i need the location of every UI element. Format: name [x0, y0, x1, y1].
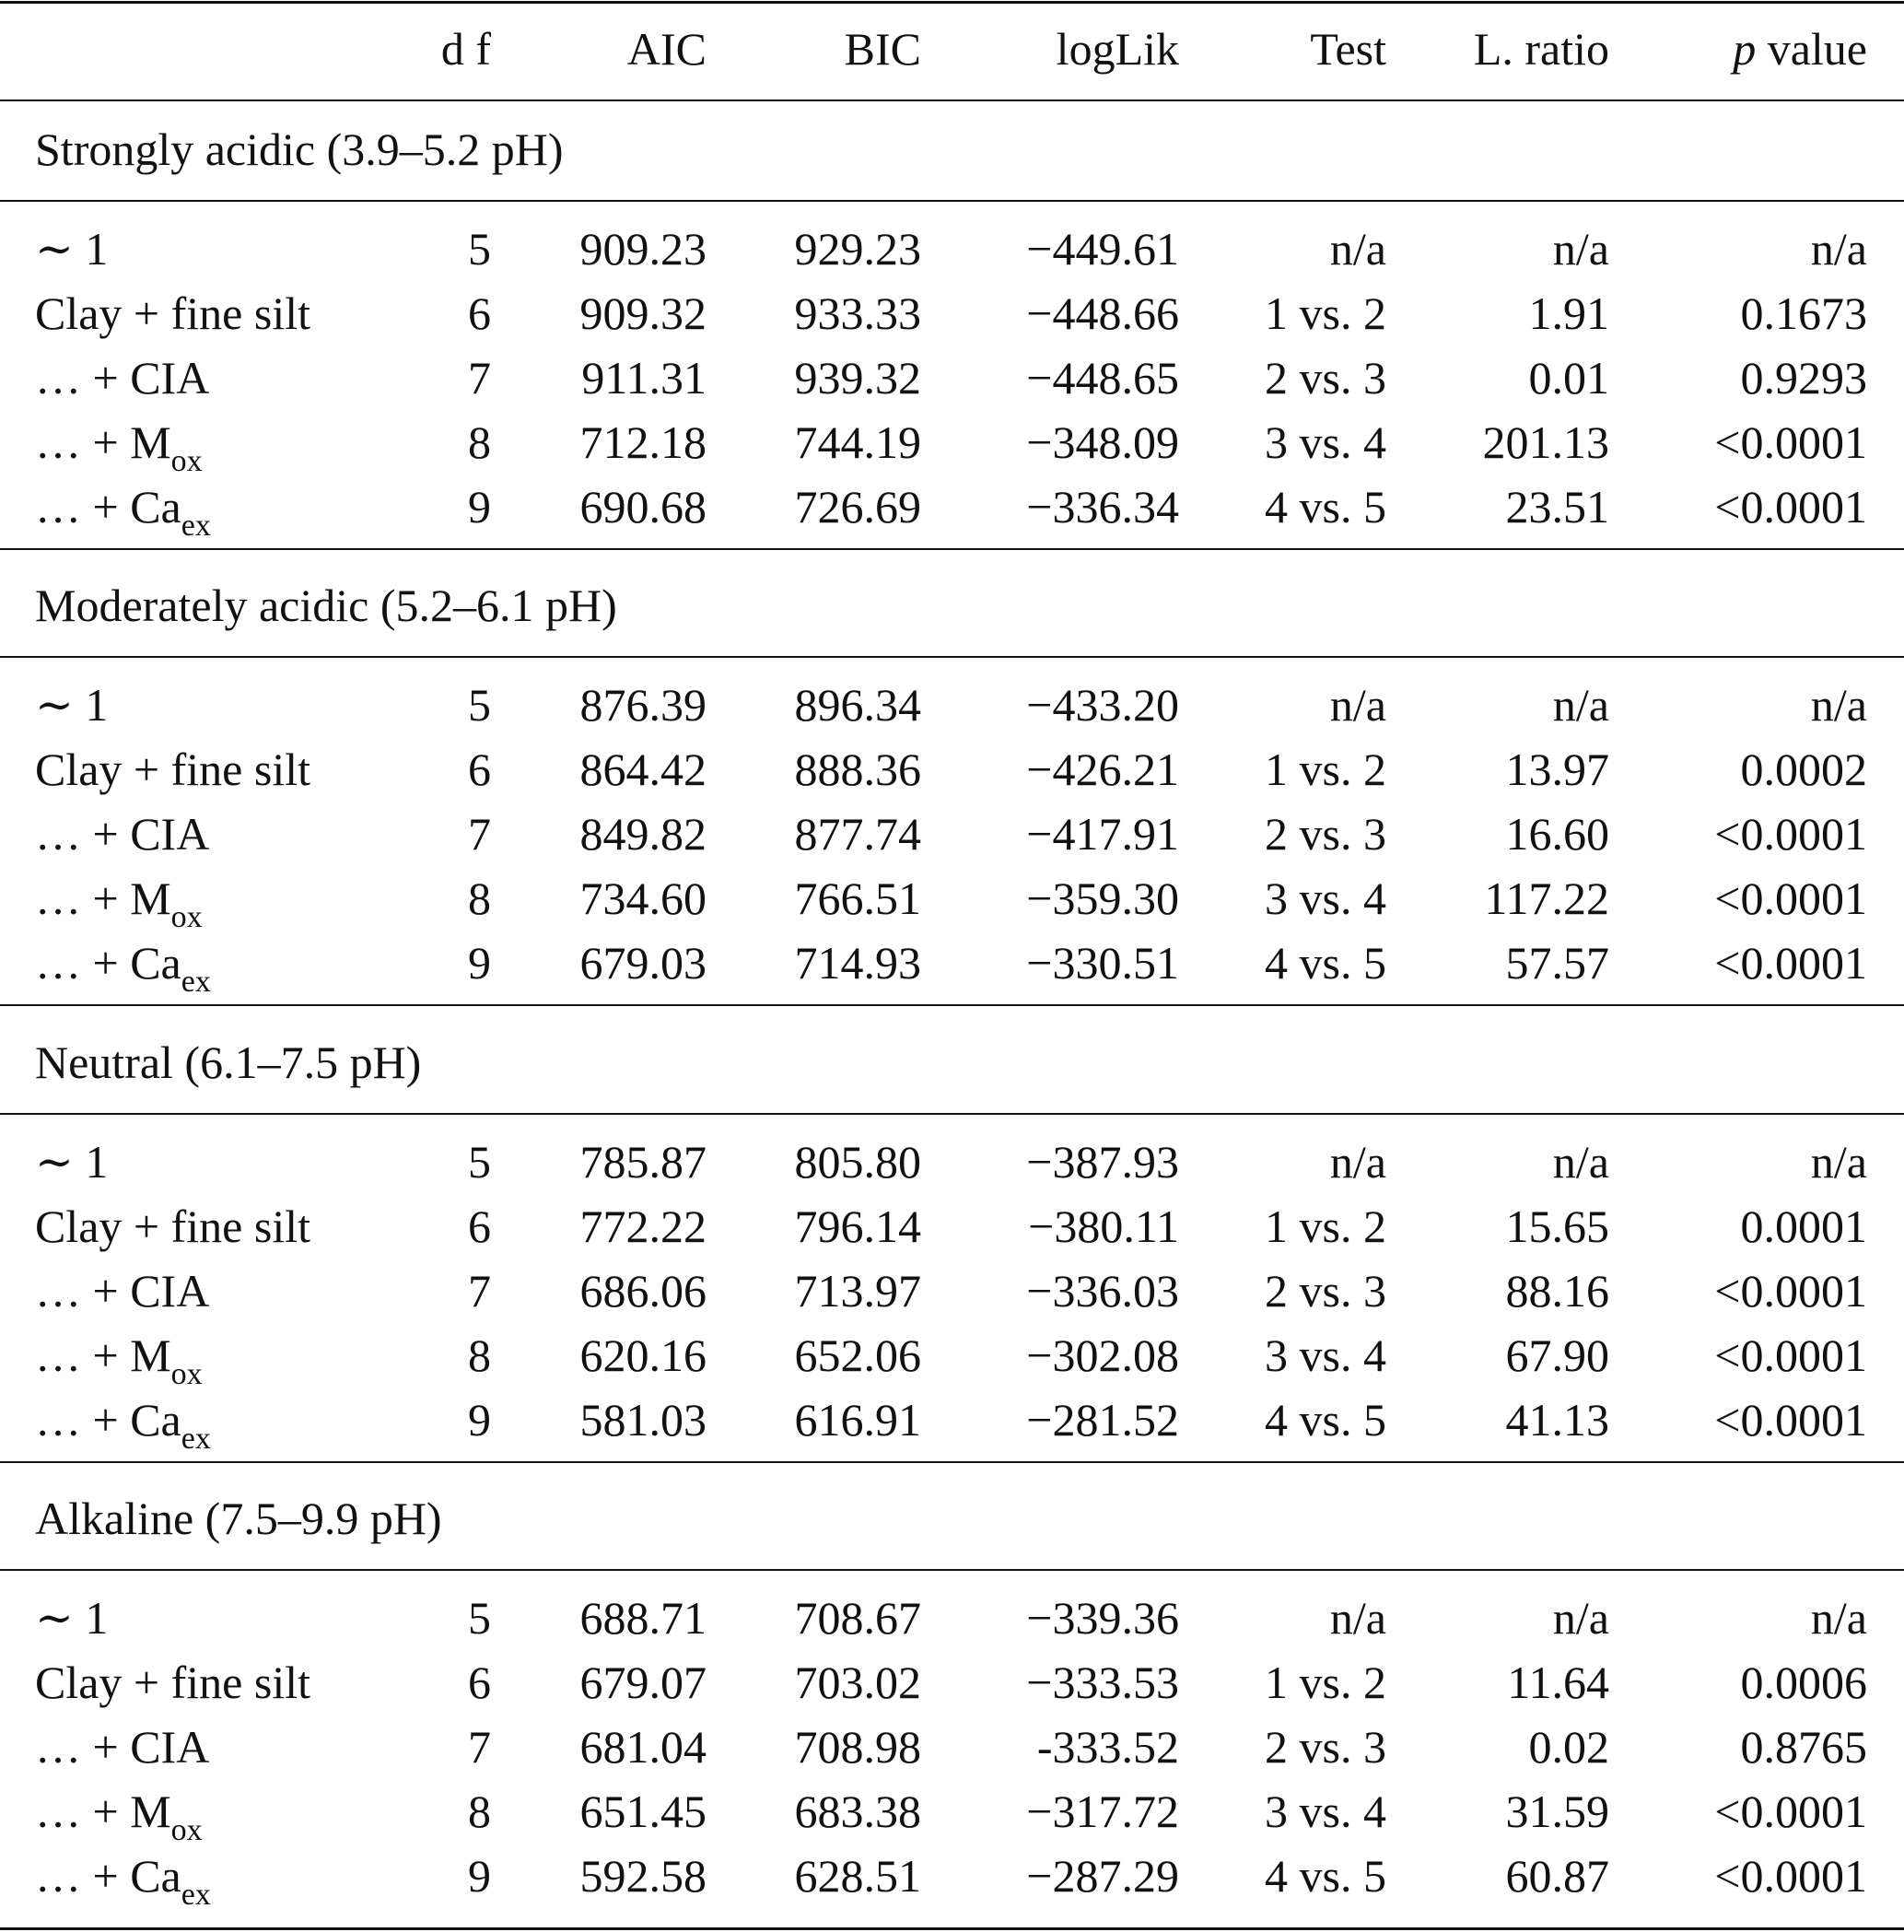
- model-null: [35, 217, 108, 281]
- loglik-cell: −287.29: [1026, 1850, 1179, 1902]
- model-label: … + CIA: [35, 1721, 210, 1773]
- loglik-cell: −448.66: [1026, 287, 1179, 339]
- p-value-cell: <0.0001: [1714, 1394, 1867, 1446]
- loglik-cell: −336.34: [1026, 481, 1179, 533]
- model-label: Clay + fine silt: [35, 744, 310, 795]
- p-value-cell: n/a: [1810, 223, 1867, 275]
- test-cell: 1 vs. 2: [1265, 744, 1386, 795]
- bic-cell: 744.19: [794, 416, 921, 468]
- model-plus-cia: [35, 345, 209, 410]
- df-cell: 8: [468, 1329, 491, 1381]
- lratio-cell: n/a: [1552, 1592, 1609, 1644]
- header-test: Test: [1310, 23, 1386, 75]
- test-cell: 2 vs. 3: [1265, 1721, 1386, 1773]
- model-label: … + M: [35, 872, 171, 924]
- p-value-cell: <0.0001: [1714, 808, 1867, 860]
- bic-cell: 628.51: [794, 1850, 921, 1902]
- aic-cell: 864.42: [579, 744, 707, 795]
- bic-cell: 708.98: [794, 1721, 921, 1773]
- table-row: [0, 281, 1904, 345]
- bic-cell: 652.06: [794, 1329, 921, 1381]
- model-subscript: ox: [170, 1813, 203, 1847]
- loglik-cell: −359.30: [1026, 872, 1179, 924]
- model-label: Clay + fine silt: [35, 1657, 310, 1708]
- df-cell: 7: [468, 808, 491, 860]
- p-value-cell: <0.0001: [1714, 416, 1867, 468]
- p-value-cell: n/a: [1810, 679, 1867, 731]
- aic-cell: 712.18: [579, 416, 707, 468]
- df-cell: 8: [468, 416, 491, 468]
- bic-cell: 616.91: [794, 1394, 921, 1446]
- lratio-cell: 0.02: [1528, 1721, 1609, 1773]
- model-label: … + M: [35, 416, 171, 468]
- loglik-cell: −433.20: [1026, 679, 1179, 731]
- section-rule: [0, 656, 1904, 658]
- lratio-cell: 13.97: [1505, 744, 1609, 795]
- lratio-cell: 15.65: [1505, 1200, 1609, 1252]
- aic-cell: 688.71: [579, 1592, 707, 1644]
- loglik-cell: -333.52: [1036, 1721, 1179, 1773]
- df-cell: 5: [468, 1592, 491, 1644]
- df-cell: 7: [468, 1721, 491, 1773]
- bic-cell: 939.32: [794, 352, 921, 404]
- loglik-cell: −417.91: [1026, 808, 1179, 860]
- loglik-cell: −336.03: [1026, 1265, 1179, 1317]
- df-cell: 9: [468, 1850, 491, 1902]
- lratio-cell: n/a: [1552, 679, 1609, 731]
- test-cell: 3 vs. 4: [1265, 872, 1386, 924]
- model-label: … + Ca: [35, 937, 181, 989]
- lratio-cell: 11.64: [1507, 1657, 1609, 1708]
- p-value-cell: n/a: [1810, 1592, 1867, 1644]
- p-value-cell: 0.0002: [1740, 744, 1867, 795]
- table-row: [0, 802, 1904, 866]
- p-value-cell: n/a: [1810, 1136, 1867, 1188]
- loglik-cell: −380.11: [1028, 1200, 1179, 1252]
- section-separator-rule: [0, 1004, 1904, 1006]
- bic-cell: 714.93: [794, 937, 921, 989]
- table-row: [0, 866, 1904, 934]
- section-title: Neutral (6.1–7.5 pH): [35, 1036, 422, 1088]
- model-label: ∼ 1: [35, 679, 109, 731]
- aic-cell: 849.82: [579, 808, 707, 860]
- bic-cell: 683.38: [794, 1786, 921, 1837]
- p-value-cell: <0.0001: [1714, 1329, 1867, 1381]
- p-value-cell: 0.1673: [1740, 287, 1867, 339]
- aic-cell: 911.31: [581, 352, 707, 404]
- p-value-cell: <0.0001: [1714, 1265, 1867, 1317]
- p-value-cell: 0.9293: [1740, 352, 1867, 404]
- test-cell: 4 vs. 5: [1265, 1850, 1386, 1902]
- section-rule: [0, 1113, 1904, 1115]
- test-cell: 3 vs. 4: [1265, 1786, 1386, 1837]
- loglik-cell: −426.21: [1026, 744, 1179, 795]
- header-df: d f: [440, 23, 491, 75]
- header-p-value: [1621, 17, 1867, 81]
- lratio-cell: 117.22: [1484, 872, 1609, 924]
- aic-cell: 734.60: [579, 872, 707, 924]
- header-bic: BIC: [844, 23, 921, 75]
- lratio-cell: 88.16: [1505, 1265, 1609, 1317]
- model-plus-mox: [35, 1323, 203, 1391]
- df-cell: 6: [468, 1200, 491, 1252]
- bic-cell: 877.74: [794, 808, 921, 860]
- lratio-cell: 41.13: [1505, 1394, 1609, 1446]
- test-cell: 3 vs. 4: [1265, 1329, 1386, 1381]
- lratio-cell: 31.59: [1505, 1786, 1609, 1837]
- bic-cell: 929.23: [794, 223, 921, 275]
- model-plus-caex: [35, 1844, 211, 1912]
- model-label: … + M: [35, 1786, 171, 1837]
- model-plus-cia: [35, 1715, 209, 1779]
- section-title-row: [0, 573, 1904, 638]
- model-plus-caex: [35, 1388, 211, 1456]
- model-clay-fine-silt: [35, 1194, 310, 1259]
- model-plus-mox: [35, 866, 203, 934]
- aic-cell: 651.45: [579, 1786, 707, 1837]
- bic-cell: 766.51: [794, 872, 921, 924]
- test-cell: 2 vs. 3: [1265, 352, 1386, 404]
- aic-cell: 785.87: [579, 1136, 707, 1188]
- test-cell: 4 vs. 5: [1265, 937, 1386, 989]
- model-label: … + M: [35, 1329, 171, 1381]
- aic-cell: 909.23: [579, 223, 707, 275]
- model-clay-fine-silt: [35, 737, 310, 802]
- test-cell: n/a: [1329, 223, 1386, 275]
- p-value-cell: 0.8765: [1740, 1721, 1867, 1773]
- model-null: [35, 673, 108, 737]
- section-separator-rule: [0, 1461, 1904, 1463]
- p-value-cell: <0.0001: [1714, 937, 1867, 989]
- df-cell: 9: [468, 1394, 491, 1446]
- table-row: [0, 1586, 1904, 1650]
- model-label: … + Ca: [35, 1850, 181, 1902]
- bic-cell: 888.36: [794, 744, 921, 795]
- loglik-cell: −448.65: [1026, 352, 1179, 404]
- lratio-cell: n/a: [1552, 1136, 1609, 1188]
- table-row: [0, 1715, 1904, 1779]
- model-subscript: ox: [170, 1357, 203, 1391]
- lratio-cell: 57.57: [1505, 937, 1609, 989]
- test-cell: 4 vs. 5: [1265, 481, 1386, 533]
- table-row: [0, 1323, 1904, 1391]
- table-row: [0, 1130, 1904, 1194]
- df-cell: 5: [468, 223, 491, 275]
- table-row: [0, 1650, 1904, 1715]
- bic-cell: 796.14: [794, 1200, 921, 1252]
- test-cell: 1 vs. 2: [1265, 1200, 1386, 1252]
- loglik-cell: −449.61: [1026, 223, 1179, 275]
- df-cell: 8: [468, 1786, 491, 1837]
- loglik-cell: −387.93: [1026, 1136, 1179, 1188]
- model-null: [35, 1130, 108, 1194]
- table-row: [0, 1194, 1904, 1259]
- test-cell: n/a: [1329, 679, 1386, 731]
- loglik-cell: −317.72: [1026, 1786, 1179, 1837]
- lratio-cell: 201.13: [1482, 416, 1609, 468]
- bic-cell: 805.80: [794, 1136, 921, 1188]
- model-label: Clay + fine silt: [35, 1200, 310, 1252]
- aic-cell: 620.16: [579, 1329, 707, 1381]
- section-title: Moderately acidic (5.2–6.1 pH): [35, 580, 617, 631]
- bic-cell: 713.97: [794, 1265, 921, 1317]
- model-subscript: ox: [170, 900, 203, 934]
- header-lratio: L. ratio: [1473, 23, 1609, 75]
- aic-cell: 690.68: [579, 481, 707, 533]
- model-plus-caex: [35, 474, 211, 543]
- table-row: [0, 1259, 1904, 1323]
- model-plus-cia: [35, 802, 209, 866]
- p-value-cell: <0.0001: [1714, 1850, 1867, 1902]
- df-cell: 5: [468, 679, 491, 731]
- section-title: Strongly acidic (3.9–5.2 pH): [35, 123, 564, 175]
- df-cell: 7: [468, 1265, 491, 1317]
- header-row: [0, 17, 1904, 81]
- model-plus-cia: [35, 1259, 209, 1323]
- aic-cell: 772.22: [579, 1200, 707, 1252]
- test-cell: n/a: [1329, 1136, 1386, 1188]
- model-null: [35, 1586, 108, 1650]
- test-cell: 2 vs. 3: [1265, 808, 1386, 860]
- table-row: [0, 410, 1904, 478]
- bic-cell: 726.69: [794, 481, 921, 533]
- lratio-cell: 1.91: [1528, 287, 1609, 339]
- test-cell: 2 vs. 3: [1265, 1265, 1386, 1317]
- model-label: … + CIA: [35, 808, 210, 860]
- lratio-cell: 16.60: [1505, 808, 1609, 860]
- table-row: [0, 217, 1904, 281]
- p-value-cell: <0.0001: [1714, 1786, 1867, 1837]
- test-cell: n/a: [1329, 1592, 1386, 1644]
- model-label: ∼ 1: [35, 1592, 109, 1644]
- aic-cell: 679.03: [579, 937, 707, 989]
- p-value-cell: 0.0006: [1740, 1657, 1867, 1708]
- df-cell: 7: [468, 352, 491, 404]
- df-cell: 6: [468, 1657, 491, 1708]
- model-subscript: ex: [181, 1878, 211, 1912]
- table-row: [0, 931, 1904, 999]
- section-rule: [0, 1569, 1904, 1571]
- loglik-cell: −348.09: [1026, 416, 1179, 468]
- test-cell: 4 vs. 5: [1265, 1394, 1386, 1446]
- test-cell: 1 vs. 2: [1265, 1657, 1386, 1708]
- p-value-cell: <0.0001: [1714, 872, 1867, 924]
- loglik-cell: −302.08: [1026, 1329, 1179, 1381]
- table-row: [0, 345, 1904, 410]
- aic-cell: 876.39: [579, 679, 707, 731]
- lratio-cell: 67.90: [1505, 1329, 1609, 1381]
- bic-cell: 896.34: [794, 679, 921, 731]
- section-title-row: [0, 1030, 1904, 1095]
- model-subscript: ex: [181, 1422, 211, 1456]
- model-label: … + Ca: [35, 481, 181, 533]
- aic-cell: 681.04: [579, 1721, 707, 1773]
- test-cell: 1 vs. 2: [1265, 287, 1386, 339]
- lratio-cell: 23.51: [1505, 481, 1609, 533]
- p-value-cell: <0.0001: [1714, 481, 1867, 533]
- model-label: Clay + fine silt: [35, 287, 310, 339]
- bottom-rule: [0, 1927, 1904, 1930]
- table-row: [0, 474, 1904, 543]
- header-aic: AIC: [626, 23, 707, 75]
- table-row: [0, 1388, 1904, 1456]
- section-title-row: [0, 117, 1904, 181]
- model-subscript: ex: [181, 965, 211, 999]
- model-clay-fine-silt: [35, 281, 310, 345]
- df-cell: 9: [468, 481, 491, 533]
- model-label: ∼ 1: [35, 223, 109, 275]
- section-rule: [0, 200, 1904, 202]
- bic-cell: 933.33: [794, 287, 921, 339]
- aic-cell: 686.06: [579, 1265, 707, 1317]
- table-row: [0, 1844, 1904, 1912]
- model-subscript: ox: [170, 444, 203, 478]
- lratio-cell: 60.87: [1505, 1850, 1609, 1902]
- header-loglik: logLik: [1056, 23, 1179, 75]
- section-title: Alkaline (7.5–9.9 pH): [35, 1493, 442, 1544]
- section-title-row: [0, 1486, 1904, 1551]
- table-row: [0, 673, 1904, 737]
- p-value-cell: 0.0001: [1740, 1200, 1867, 1252]
- df-cell: 9: [468, 937, 491, 989]
- loglik-cell: −281.52: [1026, 1394, 1179, 1446]
- test-cell: 3 vs. 4: [1265, 416, 1386, 468]
- model-subscript: ex: [181, 509, 211, 543]
- top-rule: [0, 1, 1904, 4]
- section-separator-rule: [0, 548, 1904, 550]
- table-row: [0, 1779, 1904, 1847]
- header-rule: [0, 100, 1904, 101]
- model-clay-fine-silt: [35, 1650, 310, 1715]
- model-plus-caex: [35, 931, 211, 999]
- bic-cell: 708.67: [794, 1592, 921, 1644]
- lratio-cell: n/a: [1552, 223, 1609, 275]
- df-cell: 5: [468, 1136, 491, 1188]
- aic-cell: 679.07: [579, 1657, 707, 1708]
- model-label: … + CIA: [35, 352, 210, 404]
- lratio-cell: 0.01: [1528, 352, 1609, 404]
- aic-cell: 909.32: [579, 287, 707, 339]
- bic-cell: 703.02: [794, 1657, 921, 1708]
- header-p-symbol: p: [1733, 23, 1757, 75]
- model-label: … + Ca: [35, 1394, 181, 1446]
- model-label: … + CIA: [35, 1265, 210, 1317]
- df-cell: 6: [468, 287, 491, 339]
- df-cell: 6: [468, 744, 491, 795]
- loglik-cell: −339.36: [1026, 1592, 1179, 1644]
- aic-cell: 581.03: [579, 1394, 707, 1446]
- aic-cell: 592.58: [579, 1850, 707, 1902]
- header-p-word: value: [1756, 23, 1867, 75]
- model-plus-mox: [35, 1779, 203, 1847]
- loglik-cell: −330.51: [1026, 937, 1179, 989]
- model-plus-mox: [35, 410, 203, 478]
- df-cell: 8: [468, 872, 491, 924]
- loglik-cell: −333.53: [1026, 1657, 1179, 1708]
- table-row: [0, 737, 1904, 802]
- model-label: ∼ 1: [35, 1136, 109, 1188]
